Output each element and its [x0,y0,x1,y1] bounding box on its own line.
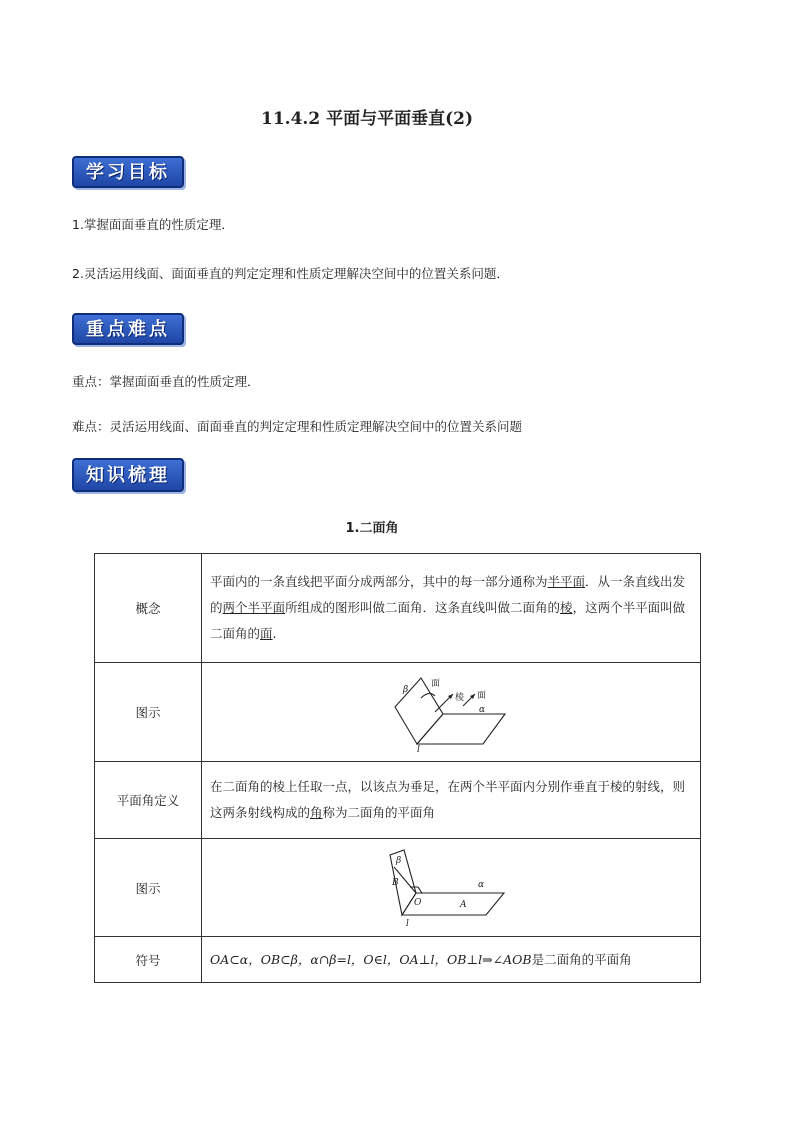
focus-text: 重点：掌握面面垂直的性质定理． [72,374,260,389]
table-row [95,937,701,983]
table-row [95,663,701,762]
difficulty-text: 难点：灵活运用线面、面面垂直的判定定理和性质定理解决空间中的位置关系问题 [72,419,523,434]
svg-text:l: l [417,745,420,752]
dihedral-angle-table [94,553,701,983]
svg-text:β: β [396,855,402,866]
plane-angle-definition: 在二面角的棱上任取一点，以该点为垂足，在两个半平面内分别作垂直于棱的射线，则这两条射线构成的角称为二面角的平面角 [202,762,701,839]
table-row [95,554,701,663]
row-label-figure-1: 图示 [95,663,202,762]
symbol-statement: OA⊂α，OB⊂β，α∩β=l，O∈l，OA⊥l，OB⊥l⇒∠AOB是二面角的平面角 [202,937,701,983]
svg-text:A: A [460,899,467,910]
svg-text:O: O [414,897,422,908]
svg-text:α: α [479,705,486,715]
svg-text:l: l [406,918,409,929]
svg-text:B: B [392,877,399,888]
section-badge-knowledge: 知识梳理 [72,458,184,492]
svg-text:β: β [403,685,409,695]
table-row [95,839,701,937]
row-label-plane-angle: 平面角定义 [95,762,202,839]
row-label-concept: 概念 [95,554,202,663]
page-title: 11.4.2 平面与平面垂直(2) [261,109,473,129]
figure-cell-1 [202,663,701,762]
goal-item-1: 1.掌握面面垂直的性质定理． [72,217,234,232]
section-badge-keypoints: 重点难点 [72,313,184,345]
figure-cell-2 [202,839,701,937]
goal-item-2: 2.灵活运用线面、面面垂直的判定定理和性质定理解决空间中的位置关系问题． [72,266,509,281]
plane-angle-figure [386,847,516,929]
svg-text:面: 面 [431,679,441,689]
table-row [95,762,701,839]
svg-text:面: 面 [477,691,487,701]
subheading: 1.二面角 [345,521,399,536]
svg-text:α: α [478,879,485,890]
concept-text: 平面内的一条直线把平面分成两部分，其中的每一部分通称为半平面．从一条直线出发的两个半平面所组成的图形叫做二面角．这条直线叫做二面角的棱，这两个半平面叫做二面角的面. [202,554,701,663]
dihedral-angle-figure [391,672,511,752]
row-label-symbol: 符号 [95,937,202,983]
row-label-figure-2: 图示 [95,839,202,937]
svg-text:棱: 棱 [455,693,465,703]
section-badge-goals: 学习目标 [72,156,184,188]
